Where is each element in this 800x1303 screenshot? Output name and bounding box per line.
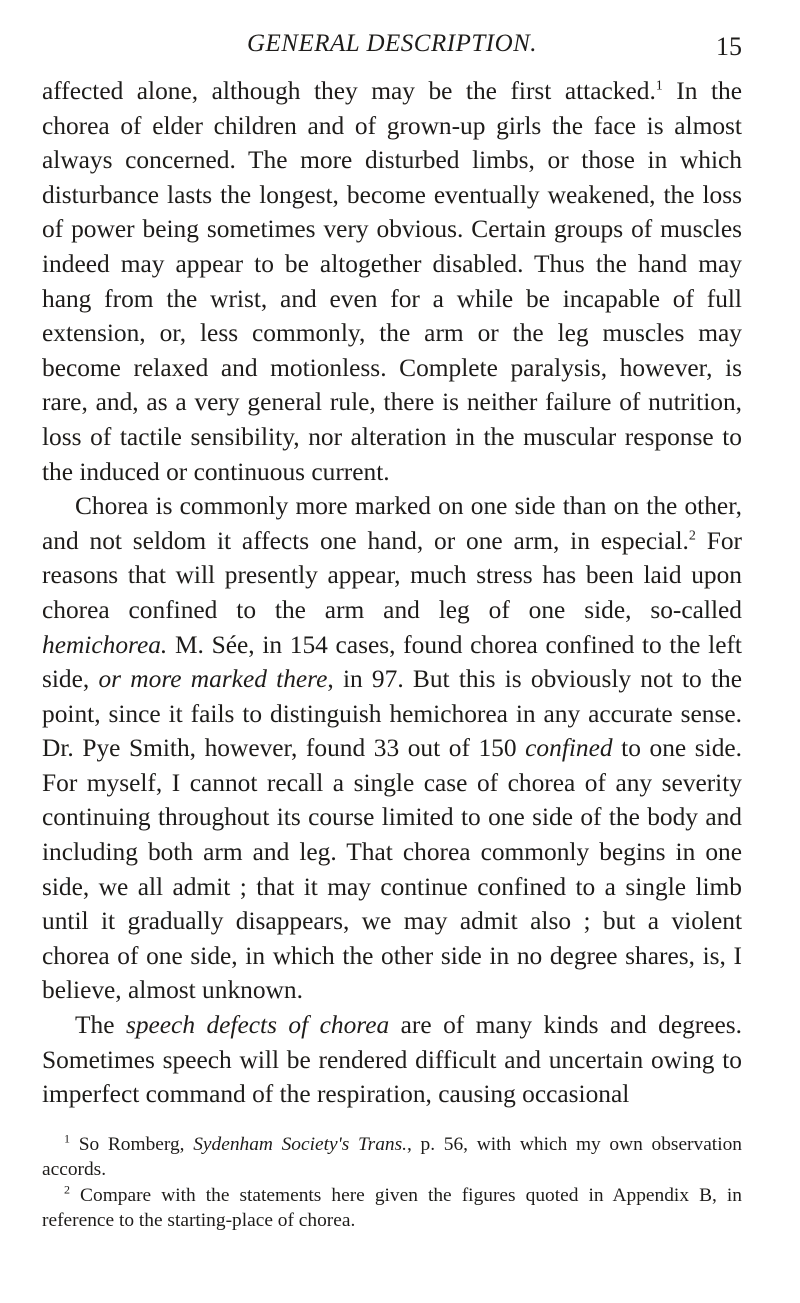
- footnote-marker: 1: [655, 78, 663, 94]
- italic-text: or more marked there: [98, 665, 328, 694]
- italic-text: Sydenham Society's Trans.: [193, 1133, 408, 1155]
- text-run: Compare with the statements here given the figures quoted in Appendix B, in reference to the starting-place of chorea.: [42, 1184, 742, 1232]
- footnote-marker: 2: [688, 528, 696, 544]
- text-run: , in 97. But this is obviously not to the point, since it fails to distinguish hemichorea in any accurate sense. Dr. Pye Smith, however, found 33 out of 150: [42, 665, 742, 763]
- paragraph: [42, 1008, 742, 1112]
- text-run: M. Sée, in 154 cases, found chorea confined to the left side,: [42, 630, 742, 694]
- text-run: , p. 56, with which my own observation accords.: [42, 1133, 742, 1181]
- running-head: [42, 22, 742, 61]
- footnote-marker: 1: [64, 1131, 70, 1146]
- italic-text: hemichorea.: [42, 630, 168, 659]
- italic-text: speech defects of chorea: [125, 1011, 390, 1040]
- paragraph: [42, 489, 742, 1008]
- footnotes: [42, 1132, 742, 1234]
- text-run: to one side. For myself, I cannot recall a single case of chorea of any severity continuing throughout its course limited to one side of the body and including both arm and leg. That chorea commonly begins in one side, we all admit ; that it may continue confined to a single limb until it gradually disappears, we may admit also ; but a violent chorea of one side, in which the other side in no degree shares, is, I believe, almost unknown.: [42, 734, 743, 1005]
- text-run: So Romberg,: [70, 1133, 194, 1155]
- footnote: [42, 1183, 742, 1234]
- paragraph: [42, 74, 742, 489]
- running-title: GENERAL DESCRIPTION.: [246, 30, 538, 57]
- italic-text: confined: [525, 734, 613, 763]
- footnote: [42, 1132, 742, 1183]
- text-run: For reasons that will presently appear, much stress has been laid upon chorea confined to the arm and leg of one side, so-called: [42, 526, 743, 624]
- book-page: [42, 22, 742, 1234]
- text-run: The: [75, 1011, 126, 1040]
- text-run: Chorea is commonly more marked on one side than on the other, and not seldom it affects one hand, or one arm, in especial.: [42, 492, 742, 555]
- text-run: are of many kinds and degrees. Sometimes speech will be rendered difficult and uncertain owing to imperfect command of the respiration, causing occasional: [42, 1011, 743, 1109]
- page-number: 15: [716, 32, 742, 61]
- footnote-marker: 2: [64, 1182, 70, 1197]
- body-text: [42, 74, 742, 1112]
- text-run: In the chorea of elder children and of grown-up girls the face is almost always concerned. The more disturbed limbs, or those in which disturbance lasts the longest, become eventually weakened, the loss of power being sometimes very obvious. Certain groups of muscles indeed may appear to be altogether disabled. Thus the hand may hang from the wrist, and even for a while be incapable of full extension, or, less commonly, the arm or the leg muscles may become relaxed and motionless. Complete paralysis, however, is rare, and, as a very general rule, there is neither failure of nutrition, loss of tactile sensibility, nor alteration in the muscular response to the induced or continuous current.: [42, 77, 742, 486]
- text-run: affected alone, although they may be the first attacked.: [42, 77, 656, 105]
